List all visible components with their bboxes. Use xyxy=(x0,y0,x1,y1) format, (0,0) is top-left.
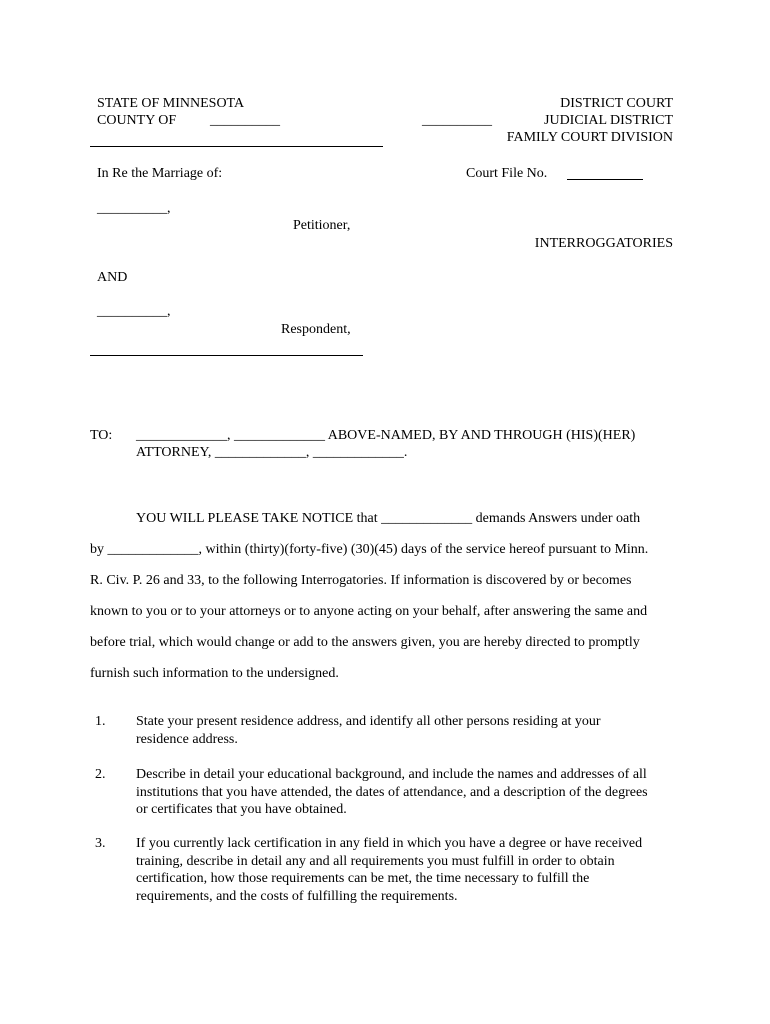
interrogatory-line: institutions that you have attended, the dates of attendance, and a description of the degrees xyxy=(136,784,648,800)
notice-line: before trial, which would change or add to the answers given, you are hereby directed to promptly xyxy=(90,635,640,650)
interrogatory-text xyxy=(136,835,676,905)
notice-line: R. Civ. P. 26 and 33, to the following Interrogatories. If information is discovered by or becomes xyxy=(90,573,632,588)
judicial-district-label: JUDICIAL DISTRICT xyxy=(544,113,673,128)
notice-line: YOU WILL PLEASE TAKE NOTICE that _____________ demands Answers under oath xyxy=(136,511,641,526)
court-label: DISTRICT COURT xyxy=(560,96,673,111)
interrogatory-line: residence address. xyxy=(136,731,238,747)
interrogatory-number: 2. xyxy=(95,767,106,782)
interrogatory-text xyxy=(136,766,676,819)
to-line-1: _____________, _____________ ABOVE-NAMED, BY AND THROUGH (HIS)(HER) xyxy=(136,428,636,443)
notice-line: furnish such information to the undersigned. xyxy=(90,666,339,681)
to-line-2: ATTORNEY, _____________, _____________. xyxy=(136,445,408,460)
interrogatory-line: training, describe in detail any and all requirements you must fulfill in order to obtain xyxy=(136,853,615,869)
petitioner-label: Petitioner, xyxy=(293,218,351,233)
court-file-label: Court File No. xyxy=(466,166,548,181)
court-file-blank xyxy=(567,179,643,180)
and-label: AND xyxy=(97,270,128,285)
interrogatory-number: 1. xyxy=(95,714,106,729)
interrogatory-line: or certificates that you have obtained. xyxy=(136,802,347,817)
notice-line: by _____________, within (thirty)(forty-five) (30)(45) days of the service hereof pursuant to Minn. xyxy=(90,542,649,557)
respondent-label: Respondent, xyxy=(281,322,351,337)
interrogatory-line: requirements, and the costs of fulfilling the requirements. xyxy=(136,888,458,904)
caption-divider-top-left xyxy=(90,146,383,147)
notice-line: known to you or to your attorneys or to anyone acting on your behalf, after answering the same and xyxy=(90,604,648,619)
interrogatory-line: certification, how those requirements can be met, the time necessary to fulfill the xyxy=(136,871,590,886)
in-re-label: In Re the Marriage of: xyxy=(97,166,223,181)
interrogatory-number: 3. xyxy=(95,836,106,851)
county-blank: __________ xyxy=(210,113,280,128)
state-label: STATE OF MINNESOTA xyxy=(97,96,245,111)
document-title: INTERROGGATORIES xyxy=(534,236,673,251)
to-label: TO: xyxy=(90,428,113,443)
respondent-name-blank: __________, xyxy=(97,304,171,319)
interrogatory-text xyxy=(136,713,676,748)
district-blank: __________ xyxy=(422,113,492,128)
county-label: COUNTY OF xyxy=(97,113,177,128)
interrogatory-line: Describe in detail your educational background, and include the names and addresses of all xyxy=(136,767,647,782)
caption-divider-bottom-left xyxy=(90,355,363,356)
interrogatory-line: If you currently lack certification in any field in which you have a degree or have received xyxy=(136,836,643,851)
petitioner-name-blank: __________, xyxy=(97,201,171,216)
division-label: FAMILY COURT DIVISION xyxy=(506,130,673,145)
interrogatory-line: State your present residence address, and identify all other persons residing at your xyxy=(136,714,601,729)
